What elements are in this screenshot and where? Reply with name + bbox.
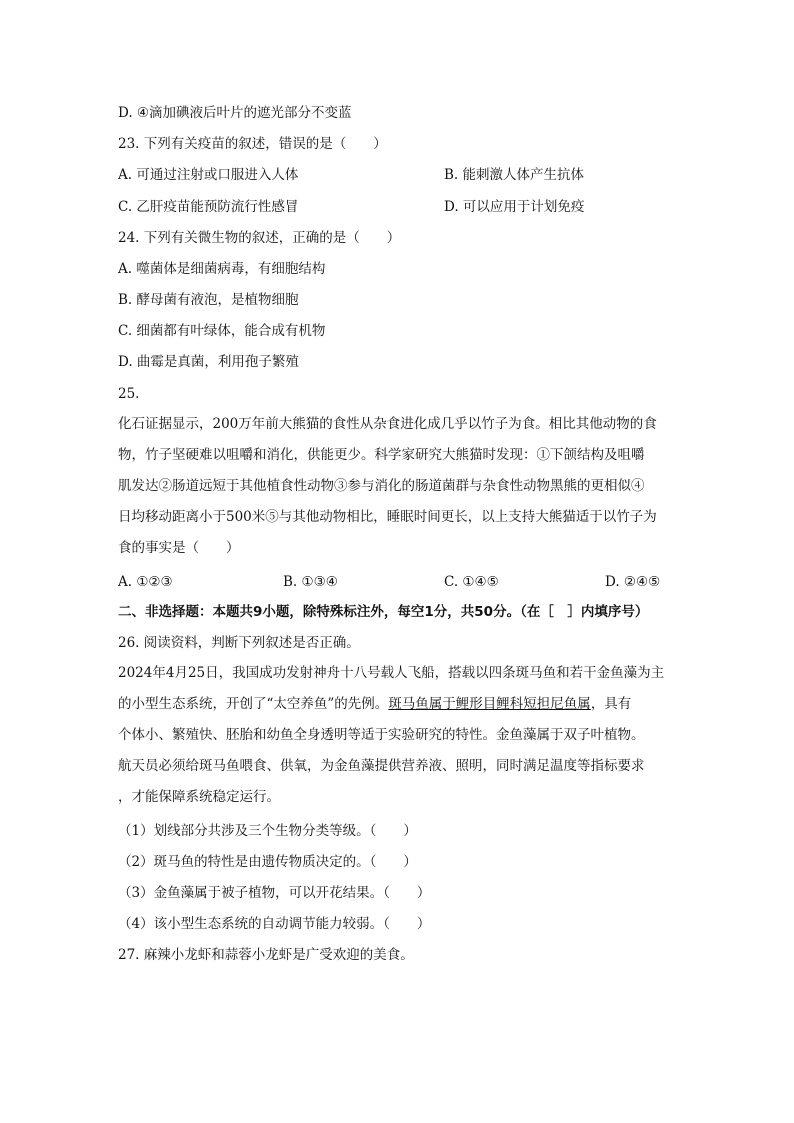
q26-underlined-classification: 斑马鱼属于鲤形目鲤科短担尼鱼属: [388, 696, 591, 712]
q26-line2-start: 的小型生态系统，开创了“太空养鱼”的先例。: [118, 696, 389, 712]
q25-line: 日均移动距离小于500米⑤与其他动物相比，睡眠时间更长，以上支持大熊猫适于以竹子为: [118, 509, 657, 525]
q26-item-3: （3）金鱼藻属于被子植物，可以开花结果。（ ）: [118, 885, 431, 901]
q23-option-b: B. 能刺激人体产生抗体: [444, 167, 585, 183]
q24-option-d: D. 曲霉是真菌，利用孢子繁殖: [118, 354, 299, 370]
q26-line: 航天员必须给斑马鱼喂食、供氧，为金鱼藻提供营养液、照明，同时满足温度等指标要求: [118, 758, 645, 774]
q25-option-a: A. ①②③: [118, 574, 173, 590]
q25-line: 化石证据显示，200万年前大熊猫的食性从杂食进化成几乎以竹子为食。相比其他动物的食: [118, 416, 657, 432]
section2-heading: 二、非选择题：本题共9小题，除特殊标注外，每空1分，共50分。（在［ ］内填序号）: [118, 604, 649, 620]
q23-option-d: D. 可以应用于计划免疫: [444, 199, 585, 215]
q26-line2-end: ，具有: [590, 696, 632, 712]
q24-stem: 24. 下列有关微生物的叙述，正确的是（ ）: [118, 230, 401, 246]
q26-stem: 26. 阅读资料，判断下列叙述是否正确。: [118, 635, 360, 651]
q22-option-d: D. ④滴加碘液后叶片的遮光部分不变蓝: [118, 105, 352, 121]
q26-item-1: （1）划线部分共涉及三个生物分类等级。（ ）: [118, 823, 417, 839]
q26-passage: [118, 658, 678, 813]
q26-line: [118, 689, 678, 720]
q25-option-c: C. ①④⑤: [444, 574, 499, 590]
q26-line: 2024年4月25日，我国成功发射神舟十八号载人飞船，搭载以四条斑马鱼和若干金鱼藻为主: [118, 665, 665, 681]
q25-line: 肌发达②肠道远短于其他植食性动物③参与消化的肠道菌群与杂食性动物黑熊的更相似④: [118, 478, 645, 494]
q26-item-2: （2）斑马鱼的特性是由遗传物质决定的。（ ）: [118, 854, 417, 870]
q26-line: ，才能保障系统稳定运行。: [118, 789, 280, 805]
q24-option-c: C. 细菌都有叶绿体，能合成有机物: [118, 323, 326, 339]
q26-item-4: （4）该小型生态系统的自动调节能力较弱。（ ）: [118, 916, 431, 932]
q25-option-d: D. ②④⑤: [605, 574, 661, 590]
q25-option-b: B. ①③④: [283, 574, 338, 590]
q25-line: 食的事实是（ ）: [118, 540, 240, 556]
q23-option-c: C. 乙肝疫苗能预防流行性感冒: [118, 199, 299, 215]
q24-option-a: A. 噬菌体是细菌病毒，有细胞结构: [118, 261, 326, 277]
q23-option-a: A. 可通过注射或口服进入人体: [118, 167, 299, 183]
q25-passage: [118, 409, 678, 564]
q26-line: 个体小、繁殖快、胚胎和幼鱼全身透明等适于实验研究的特性。金鱼藻属于双子叶植物。: [118, 727, 645, 743]
q25-number: 25.: [118, 386, 140, 402]
q23-stem: 23. 下列有关疫苗的叙述，错误的是（ ）: [118, 136, 387, 152]
q24-option-b: B. 酵母菌有液泡，是植物细胞: [118, 292, 299, 308]
q27-stem: 27. 麻辣小龙虾和蒜蓉小龙虾是广受欢迎的美食。: [118, 947, 414, 963]
q25-line: 物，竹子坚硬难以咀嚼和消化，供能更少。科学家研究大熊猫时发现：①下颌结构及咀嚼: [118, 447, 645, 463]
